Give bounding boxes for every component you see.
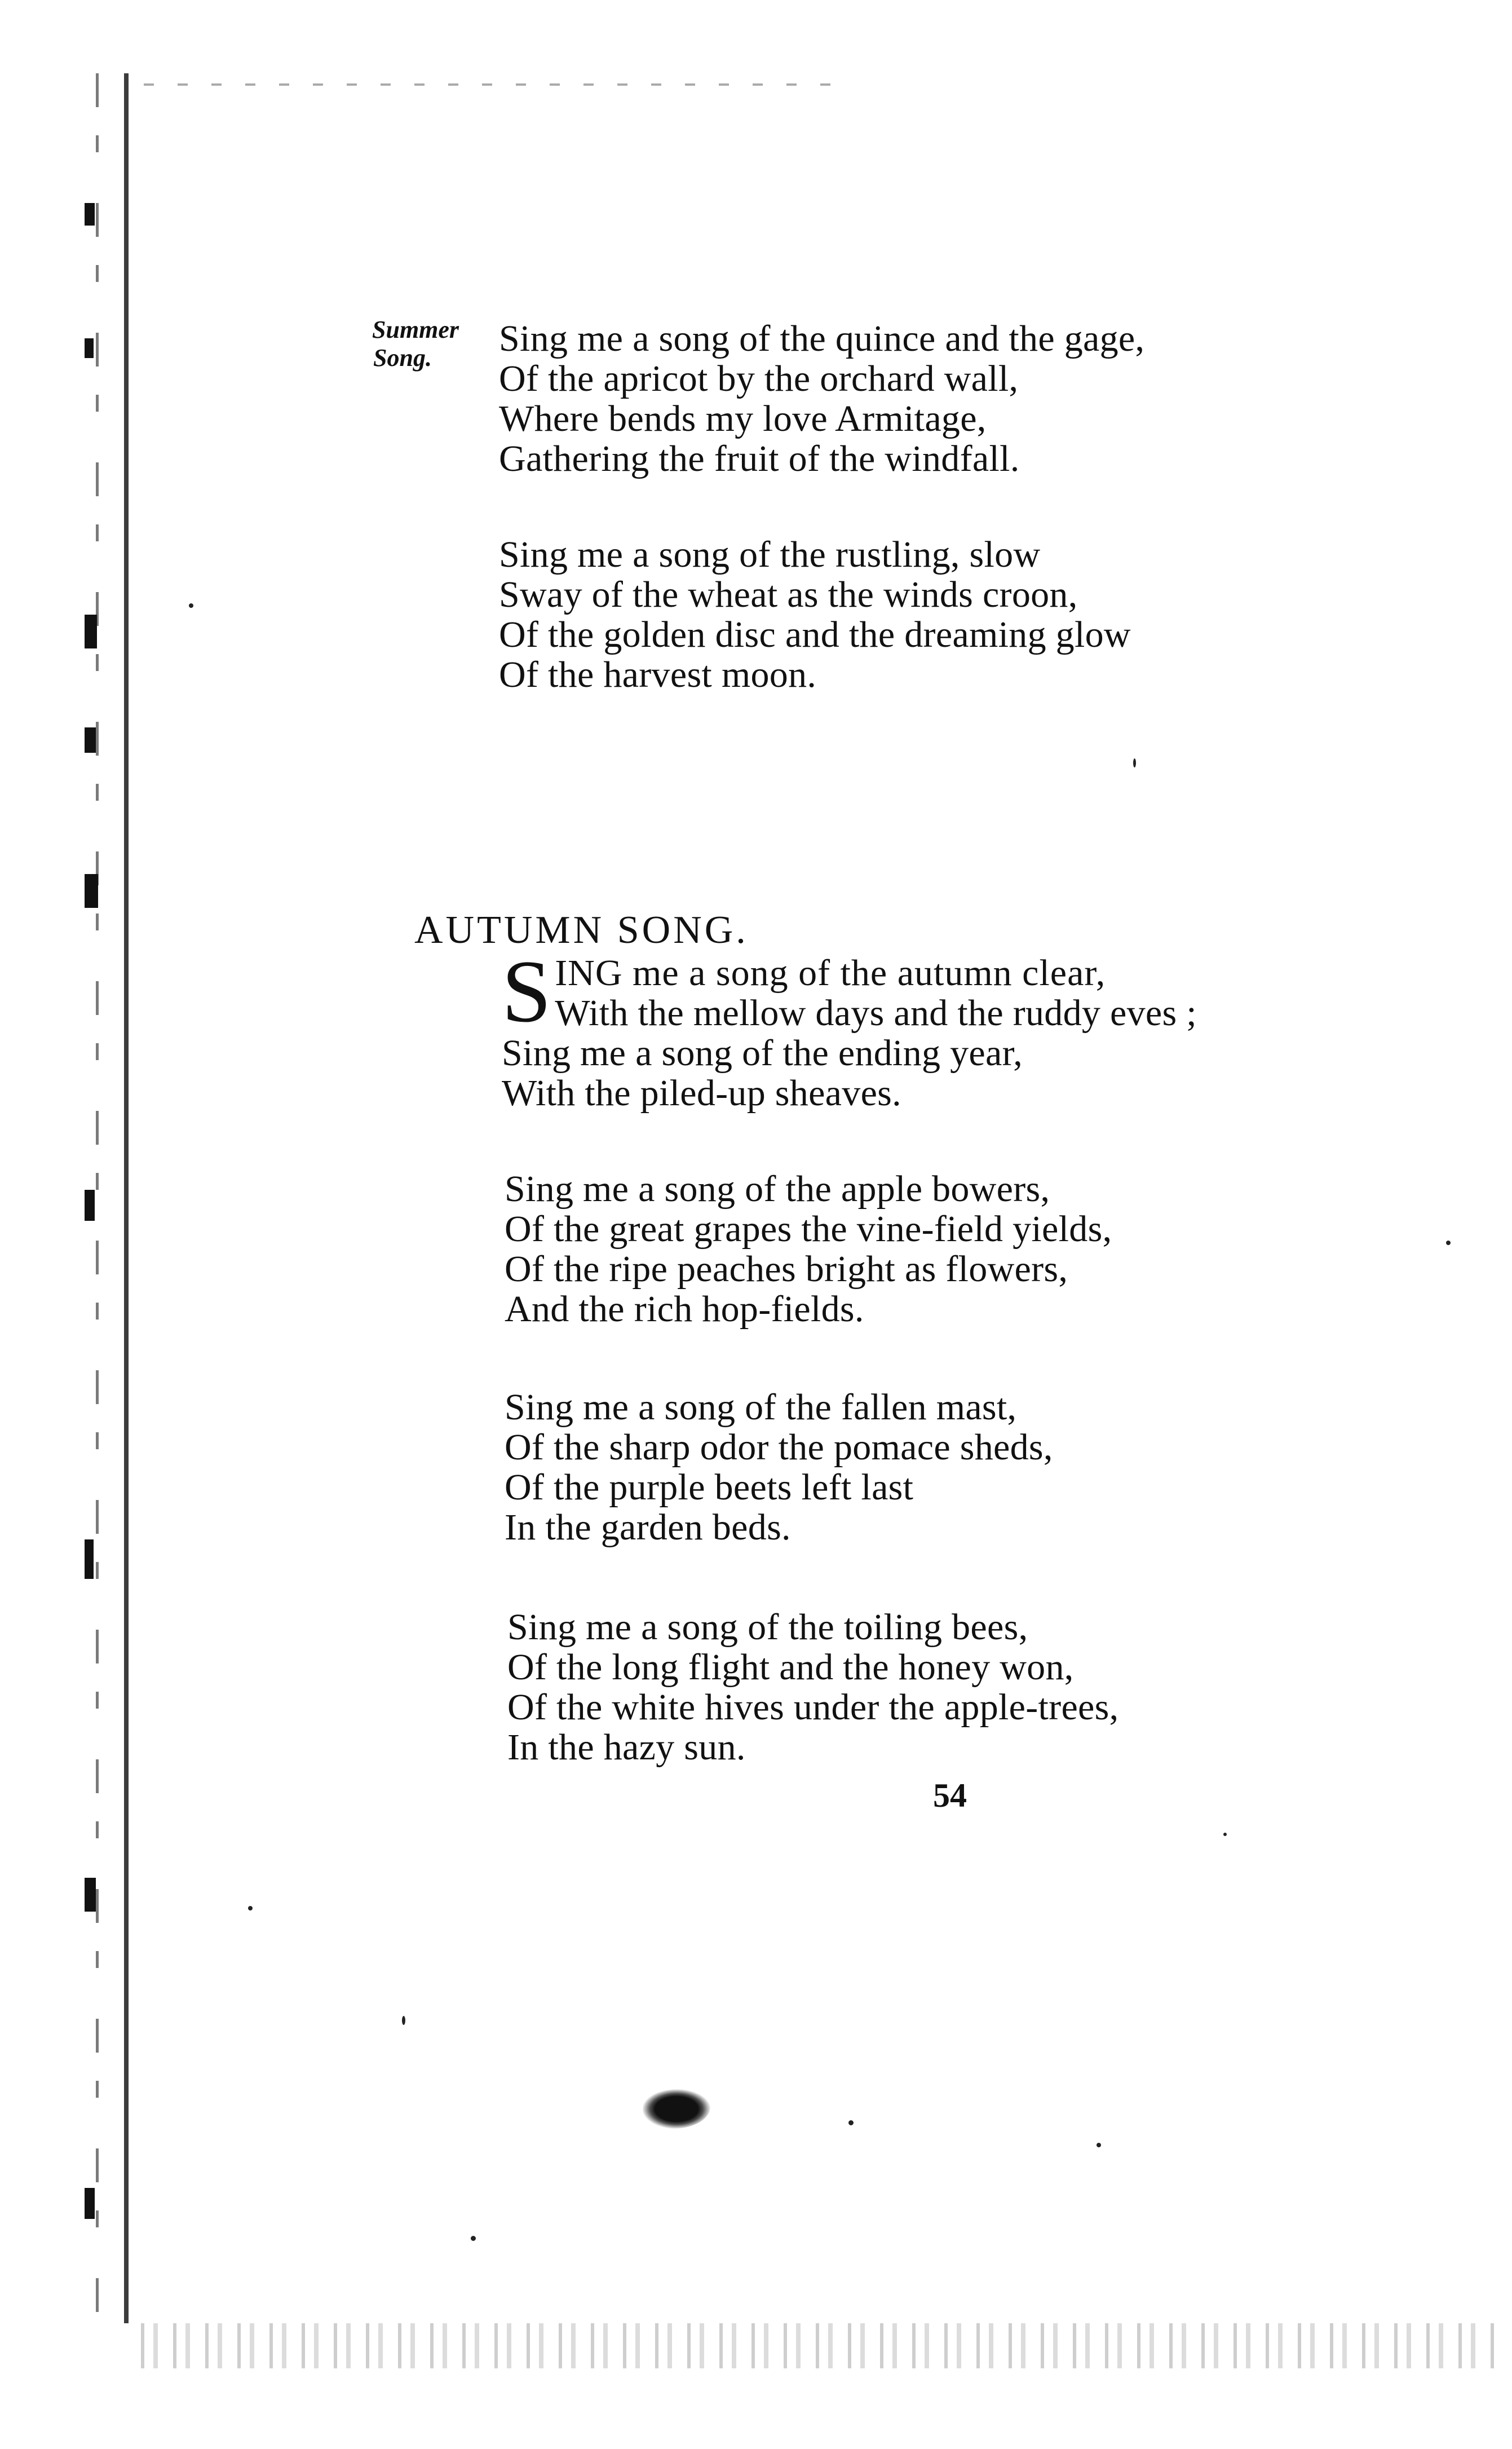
verse-line: Sing me a song of the rustling, slow bbox=[499, 534, 1041, 575]
ink-speck bbox=[189, 603, 193, 608]
autumn-song-title: AUTUMN SONG. bbox=[414, 908, 749, 952]
verse-line: Of the purple beets left last bbox=[505, 1467, 914, 1508]
drop-cap: S bbox=[502, 942, 552, 1041]
binding-mark bbox=[85, 203, 95, 226]
sidenote-line: Song. bbox=[373, 344, 432, 372]
ink-speck bbox=[1223, 1833, 1227, 1836]
verse-line: Of the white hives under the apple-trees, bbox=[507, 1687, 1119, 1728]
ink-blot bbox=[643, 2089, 710, 2129]
verse-line: Of the great grapes the vine-field yields, bbox=[505, 1208, 1112, 1250]
verse-line: Sing me a song of the toiling bees, bbox=[507, 1607, 1028, 1648]
verse-line: With the mellow days and the ruddy eves ; bbox=[555, 992, 1197, 1034]
binding-mark bbox=[85, 338, 94, 358]
binding-mark bbox=[85, 1190, 95, 1221]
verse-line: ING me a song of the autumn clear, bbox=[555, 952, 1106, 994]
autumn-stanza-1 bbox=[502, 942, 1197, 1114]
ink-speck bbox=[1133, 758, 1136, 767]
binding-mark bbox=[85, 2188, 95, 2219]
binding-mark bbox=[85, 1878, 96, 1912]
verse-line: With the piled-up sheaves. bbox=[502, 1073, 901, 1114]
ink-speck bbox=[848, 2120, 854, 2125]
binding-mark bbox=[85, 615, 97, 648]
verse-line: Gathering the fruit of the windfall. bbox=[499, 438, 1020, 479]
verse-line: Of the ripe peaches bright as flowers, bbox=[505, 1248, 1068, 1290]
verse-line: Sing me a song of the ending year, bbox=[502, 1032, 1023, 1074]
ink-speck bbox=[1446, 1241, 1451, 1245]
verse-line: Of the long flight and the honey won, bbox=[507, 1647, 1074, 1688]
verse-line: In the garden beds. bbox=[505, 1507, 791, 1548]
verse-line: Of the harvest moon. bbox=[499, 654, 817, 695]
verse-line: Sing me a song of the fallen mast, bbox=[505, 1387, 1017, 1428]
ink-speck bbox=[402, 2016, 405, 2025]
ink-speck bbox=[471, 2236, 476, 2241]
autumn-stanza-2 bbox=[505, 1169, 1112, 1329]
scan-bottom-noise bbox=[141, 2323, 1494, 2368]
binding-edge bbox=[85, 73, 147, 2323]
autumn-stanza-4 bbox=[507, 1607, 1118, 1767]
sidenote-line: Summer bbox=[372, 316, 459, 343]
summer-song-sidenote bbox=[372, 316, 459, 372]
verse-line: Sing me a song of the quince and the gage, bbox=[499, 318, 1145, 359]
binding-mark bbox=[85, 874, 98, 908]
ink-speck bbox=[1097, 2143, 1101, 2147]
verse-line: Sing me a song of the apple bowers, bbox=[505, 1168, 1050, 1210]
verse-line: And the rich hop-fields. bbox=[505, 1289, 864, 1330]
verse-line: Where bends my love Armitage, bbox=[499, 398, 987, 439]
binding-mark bbox=[85, 1539, 94, 1579]
ink-speck bbox=[248, 1906, 253, 1910]
summer-stanza-2 bbox=[499, 535, 1131, 695]
summer-stanza-1 bbox=[499, 319, 1144, 479]
binding-rule-secondary bbox=[96, 73, 99, 2323]
verse-line: Of the sharp odor the pomace sheds, bbox=[505, 1427, 1053, 1468]
verse-line: Sway of the wheat as the winds croon, bbox=[499, 574, 1078, 615]
binding-rule bbox=[124, 73, 129, 2323]
verse-line: Of the golden disc and the dreaming glow bbox=[499, 614, 1131, 655]
scan-top-rule bbox=[144, 83, 848, 86]
page-number: 54 bbox=[933, 1777, 967, 1814]
autumn-stanza-3 bbox=[505, 1387, 1053, 1547]
verse-line: In the hazy sun. bbox=[507, 1727, 746, 1768]
verse-line: Of the apricot by the orchard wall, bbox=[499, 358, 1019, 399]
binding-mark bbox=[85, 727, 96, 753]
